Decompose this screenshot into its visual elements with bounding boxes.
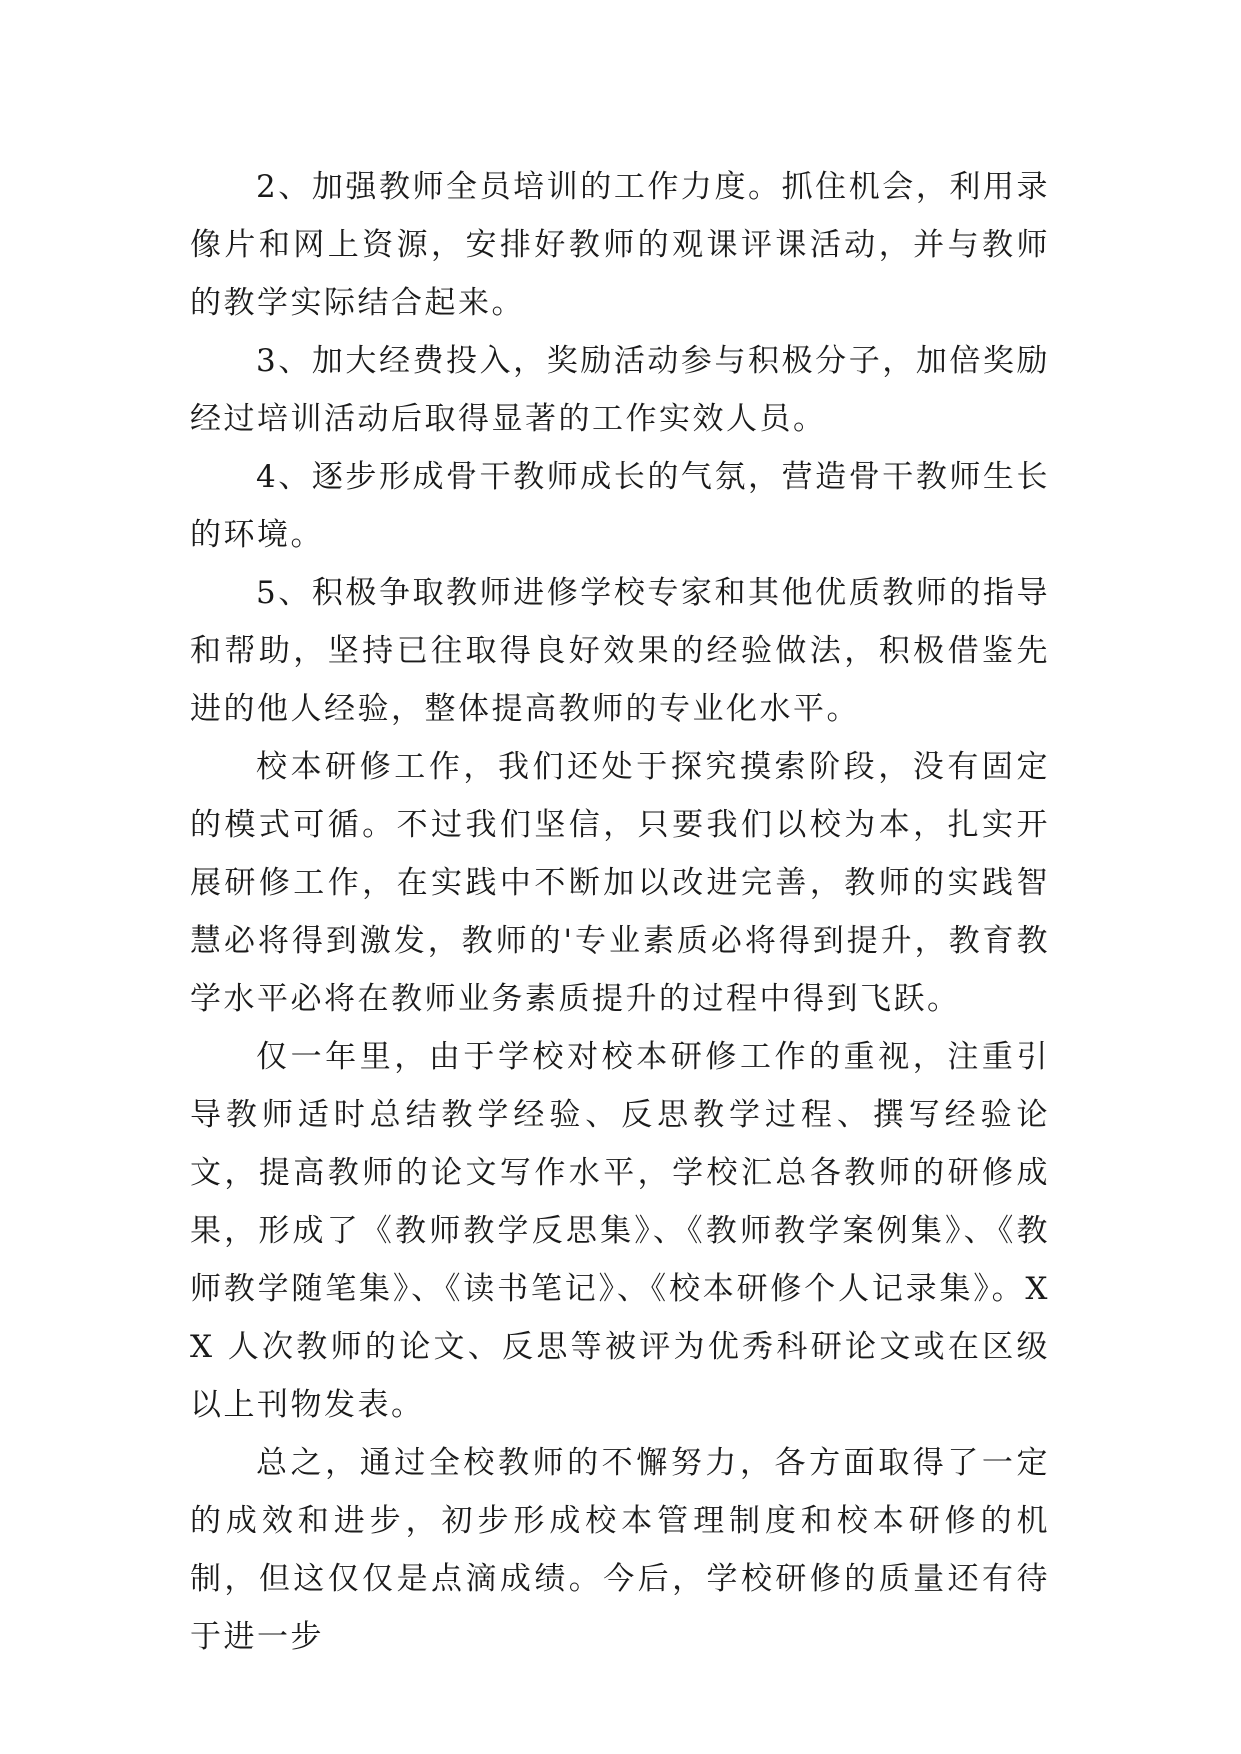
paragraph-item-5: 5、积极争取教师进修学校专家和其他优质教师的指导和帮助，坚持已往取得良好效果的经验做法，积极借鉴先进的他人经验，整体提高教师的专业化水平。 [190, 575, 1050, 727]
document-body [190, 158, 1050, 1666]
paragraph-summary: 总之，通过全校教师的不懈努力，各方面取得了一定的成效和进步，初步形成校本管理制度和校本研修的机制，但这仅仅是点滴成绩。今后，学校研修的质量还有待于进一步 [190, 1445, 1050, 1655]
paragraph-school-research: 校本研修工作，我们还处于探究摸索阶段，没有固定的模式可循。不过我们坚信，只要我们以校为本，扎实开展研修工作，在实践中不断加以改进完善，教师的实践智慧必将得到激发，教师的'专业素质必将得到提升，教育教学水平必将在教师业务素质提升的过程中得到飞跃。 [190, 749, 1050, 1017]
paragraph-item-2: 2、加强教师全员培训的工作力度。抓住机会，利用录像片和网上资源，安排好教师的观课评课活动，并与教师的教学实际结合起来。 [190, 169, 1050, 321]
paragraph-item-3: 3、加大经费投入，奖励活动参与积极分子，加倍奖励经过培训活动后取得显著的工作实效人员。 [190, 343, 1050, 437]
paragraph-item-4: 4、逐步形成骨干教师成长的气氛，营造骨干教师生长的环境。 [190, 459, 1050, 553]
paragraph-achievements: 仅一年里，由于学校对校本研修工作的重视，注重引导教师适时总结教学经验、反思教学过程、撰写经验论文，提高教师的论文写作水平，学校汇总各教师的研修成果，形成了《教师教学反思集》、《教师教学案例集》、《教师教学随笔集》、《读书笔记》、《校本研修个人记录集》。XX 人次教师的论文、反思等被评为优秀科研论文或在区级以上刊物发表。 [190, 1039, 1050, 1423]
